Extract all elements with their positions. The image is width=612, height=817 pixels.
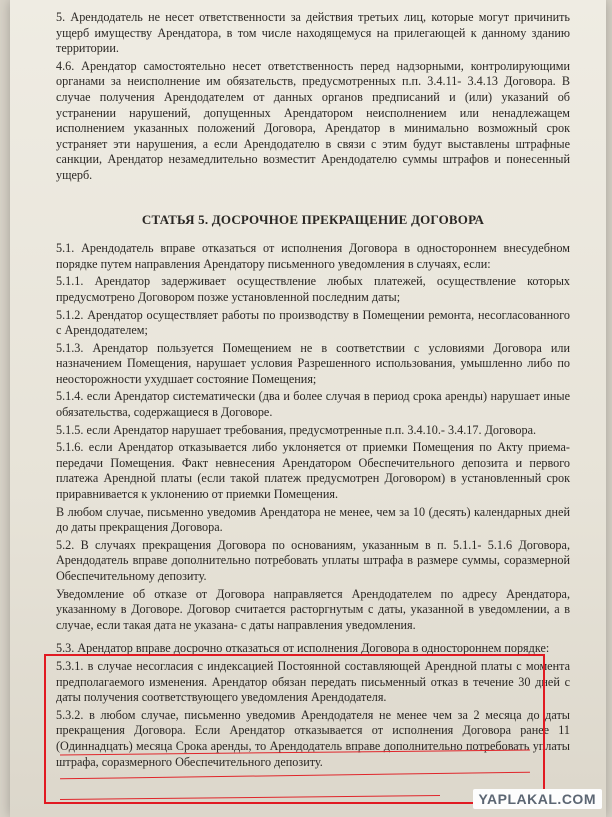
paragraph: 5.1.4. если Арендатор систематически (два и более случая в период срока аренды) нарушает иные обязательства, содержащиеся в Договоре. xyxy=(56,389,570,420)
highlighted-paragraph: 5.3.2. в любом случае, письменно уведомив Арендодателя не менее чем за 2 месяца до даты прекращения Договора. Если Арендатор отказывается от исполнения Договора ранее 11 (Одиннадцать) месяца Срока аренды, то Арендодатель вправе дополнительно потребовать уплаты штрафа, соразмерного Обеспечительного депозиту. xyxy=(56,707,570,769)
section-heading: СТАТЬЯ 5. ДОСРОЧНОЕ ПРЕКРАЩЕНИЕ ДОГОВОРА xyxy=(141,211,485,227)
paragraph: 5.1.6. если Арендатор отказывается либо уклоняется от приемки Помещения по Акту приема-передачи Помещения. Факт невнесения Арендатором Обеспечительного депозита и первого платежа Арендной платы (если такой платеж предусмотрен Договором) в установленный срок приравнивается к уклонению от приемки Помещения. xyxy=(56,440,570,502)
document-page xyxy=(10,0,606,817)
paragraph: 5.1.5. если Арендатор нарушает требования, предусмотренные п.п. 3.4.10.- 3.4.17. Договора. xyxy=(56,422,537,437)
highlighted-paragraph: 5.3.1. в случае несогласия с индексацией Постоянной составляющей Арендной платы с момента предполагаемого изменения. Арендатор обязан передать письменный отказ в течение 30 дней с даты получения соответствующего уведомления Арендодателя. xyxy=(56,658,570,705)
site-watermark: YAPLAKAL.COM xyxy=(473,789,603,809)
paragraph: В любом случае, письменно уведомив Арендатора не менее, чем за 10 (десять) календарных дней до даты прекращения Договора. xyxy=(56,504,570,535)
paragraph: 5.1. Арендодатель вправе отказаться от исполнения Договора в одностороннем внесудебном порядке путем направления Арендатору письменного уведомления в случаях, если: xyxy=(56,241,570,271)
paragraph: 5. Арендодатель не несет ответственности за действия третьих лиц, которые могут причинить ущерб имуществу Арендатора, в том числе находящемуся на прилегающей к данному зданию территории. xyxy=(56,10,570,56)
paragraph: 5.1.3. Арендатор пользуется Помещением не в соответствии с условиями Договора или назначением Помещения, нарушает условия Разрешенного использования, умышленно либо по неосторожности ухудшает состояние Помещения; xyxy=(56,340,570,386)
paragraph: 5.2. В случаях прекращения Договора по основаниям, указанным в п. 5.1.1- 5.1.6 Договора, Арендодатель вправе дополнительно потребовать уплаты штрафа в размере суммы, соразмерной Обеспечительному депозиту. xyxy=(56,537,570,583)
paragraph: 5.1.1. Арендатор задерживает осуществление любых платежей, осуществление которых предусмотрено Договором позже установленной последним даты; xyxy=(56,274,570,304)
highlighted-paragraph: 5.3. Арендатор вправе досрочно отказаться от исполнения Договора в одностороннем порядке: xyxy=(56,641,550,656)
red-highlight-box xyxy=(44,654,545,804)
paragraph: Уведомление об отказе от Договора направляется Арендодателем по адресу Арендатора, указанному в Договоре. Договор считается расторгнутым с даты, указанной в уведомлении, а в случае, если такая дата не указана- с даты направления уведомления. xyxy=(56,586,570,632)
paragraph: 4.6. Арендатор самостоятельно несет ответственность перед надзорными, контролирующими органами за неисполнение им обязательств, предусмотренных п.п. 3.4.11- 3.4.13 Договора. В случае получения Арендодателем от данных органов предписаний и (или) указаний об устранении нарушений, допущенных Арендатором неисполнением или ненадлежащем исполнением указанных положений Договора, Арендатор в минимально возможный срок устраняет эти нарушения, а если Арендодателю в связи с этим будут выставлены штрафные санкции, Арендатор незамедлительно возместит Арендодателю суммы штрафов и понесенный ущерб. xyxy=(56,58,570,182)
paragraph: 5.1.2. Арендатор осуществляет работы по производству в Помещении ремонта, несогласованного с Арендодателем; xyxy=(56,307,570,338)
